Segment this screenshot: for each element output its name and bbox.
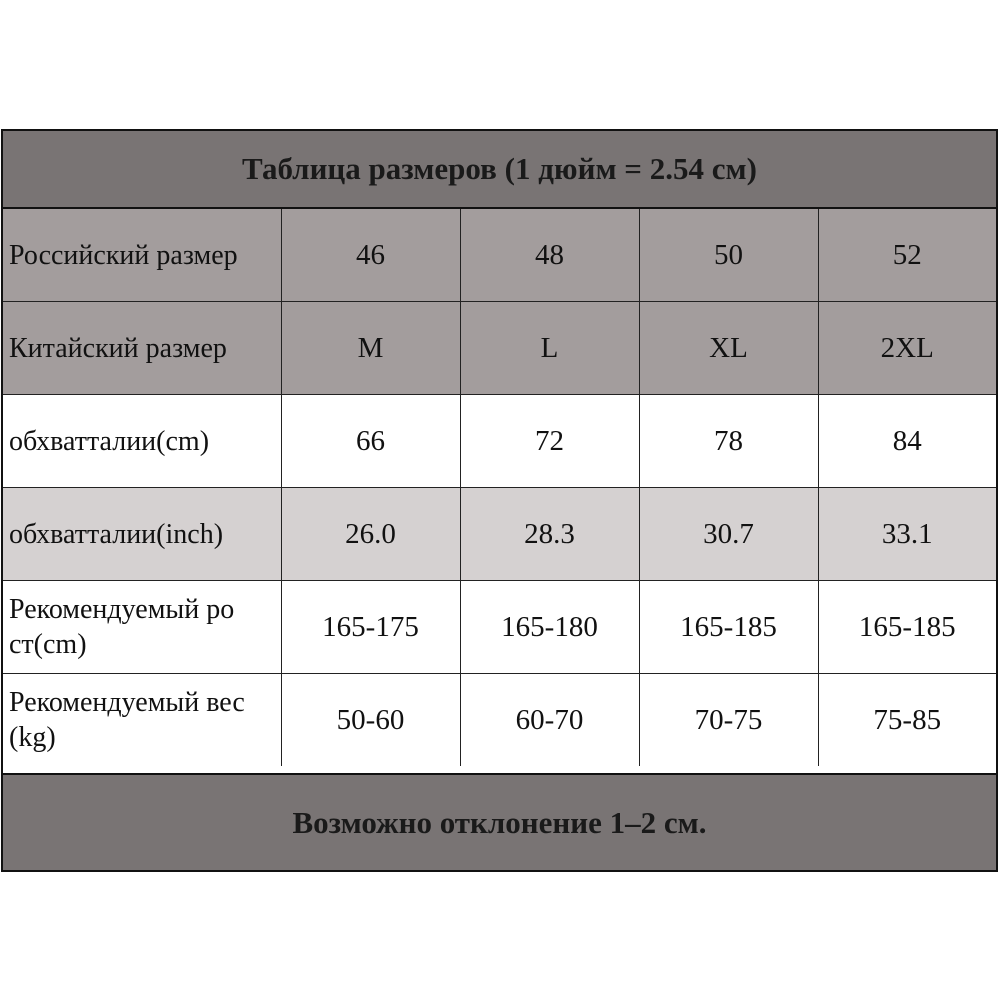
row-label: Рекомендуемый вес (kg): [3, 674, 281, 767]
row-label: Рекомендуемый ро ст(cm): [3, 581, 281, 674]
table-row-russian-size: [3, 209, 996, 302]
table-cell: 52: [818, 209, 996, 302]
table-cell: 165-180: [460, 581, 639, 674]
row-label: Китайский размер: [3, 302, 281, 395]
table-cell: XL: [639, 302, 818, 395]
table-cell: 165-185: [818, 581, 996, 674]
table-cell: 26.0: [281, 488, 460, 581]
table-cell: 2XL: [818, 302, 996, 395]
table-cell: 46: [281, 209, 460, 302]
row-label: обхватталии(cm): [3, 395, 281, 488]
table-row-recommended-weight: [3, 674, 996, 767]
row-label: Российский размер: [3, 209, 281, 302]
table-cell: 33.1: [818, 488, 996, 581]
table-row-waist-inch: [3, 488, 996, 581]
table-cell: 50-60: [281, 674, 460, 767]
table-cell: 78: [639, 395, 818, 488]
table-row-chinese-size: [3, 302, 996, 395]
table-cell: 30.7: [639, 488, 818, 581]
table-cell: 75-85: [818, 674, 996, 767]
size-table: [3, 209, 996, 766]
table-cell: 66: [281, 395, 460, 488]
table-cell: 165-175: [281, 581, 460, 674]
table-row-recommended-height: [3, 581, 996, 674]
size-chart-title: Таблица размеров (1 дюйм = 2.54 см): [3, 131, 996, 209]
table-cell: 50: [639, 209, 818, 302]
table-cell: 70-75: [639, 674, 818, 767]
table-cell: 60-70: [460, 674, 639, 767]
size-chart-footer-note: Возможно отклонение 1–2 см.: [3, 773, 996, 870]
table-cell: 84: [818, 395, 996, 488]
table-cell: 48: [460, 209, 639, 302]
table-cell: 165-185: [639, 581, 818, 674]
table-row-waist-cm: [3, 395, 996, 488]
table-cell: 72: [460, 395, 639, 488]
table-cell: L: [460, 302, 639, 395]
row-label: обхватталии(inch): [3, 488, 281, 581]
table-cell: 28.3: [460, 488, 639, 581]
table-cell: M: [281, 302, 460, 395]
size-chart: [1, 129, 998, 872]
